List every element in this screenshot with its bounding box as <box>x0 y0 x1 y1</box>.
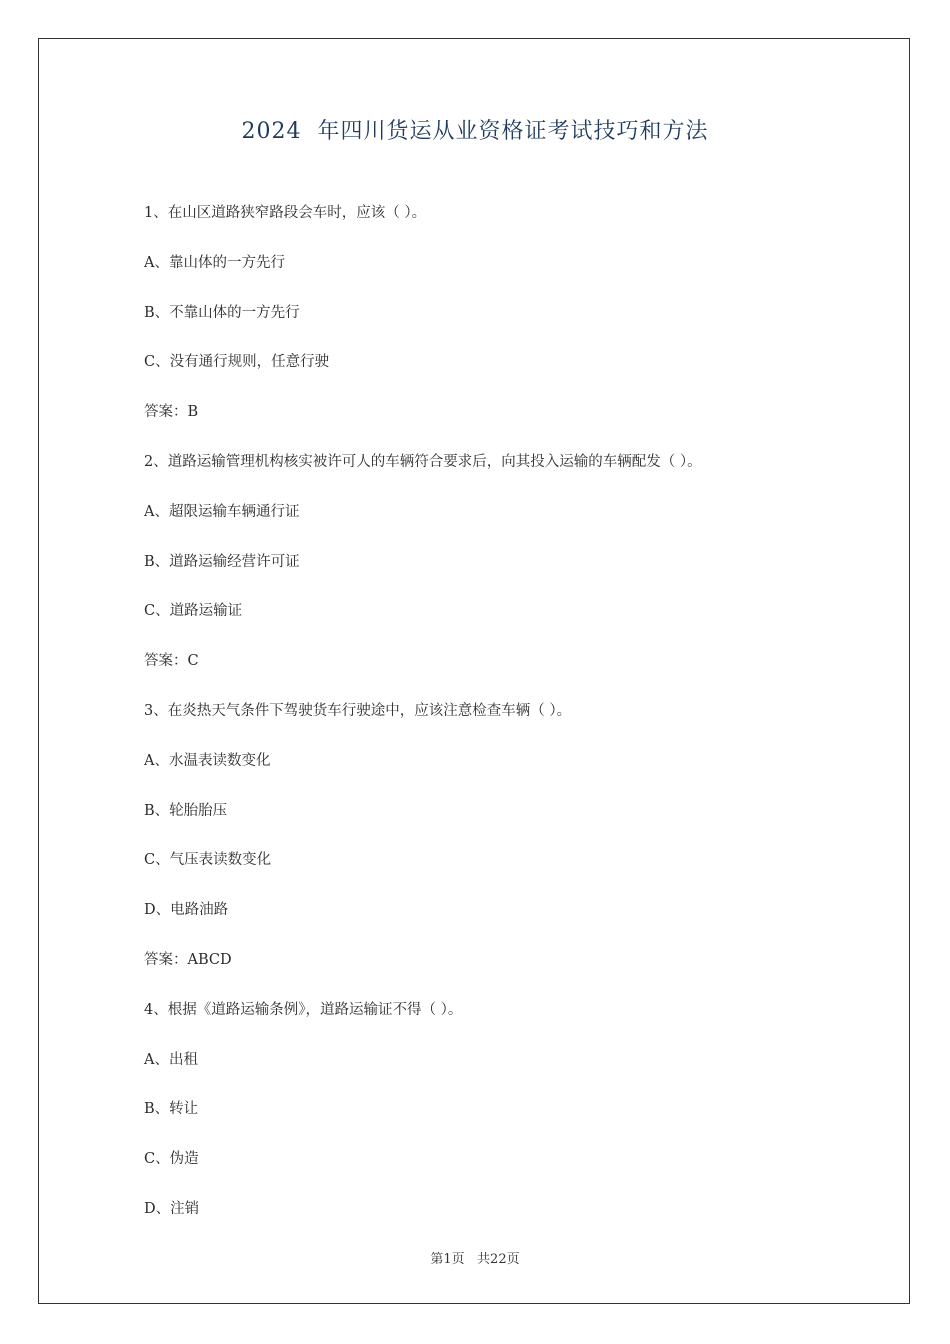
question-1-option-b: B、不靠山体的一方先行 <box>144 304 300 321</box>
question-2-option-a: A、超限运输车辆通行证 <box>144 503 300 520</box>
document-body <box>144 202 864 1248</box>
question-2-option-b: B、道路运输经营许可证 <box>144 553 300 570</box>
question-1-option-c: C、没有通行规则，任意行驶 <box>144 354 330 371</box>
question-3-option-d: D、电路油路 <box>144 902 229 919</box>
question-2-option-c: C、道路运输证 <box>144 603 243 620</box>
question-1-option-a: A、靠山体的一方先行 <box>144 254 285 271</box>
question-2: 2、道路运输管理机构核实被许可人的车辆符合要求后，向其投入运输的车辆配发（ ）。 <box>144 453 702 470</box>
question-3-option-a: A、水温表读数变化 <box>144 752 271 769</box>
document-title: 2024 年四川货运从业资格证考试技巧和方法 <box>241 119 709 144</box>
question-4: 4、根据《道路运输条例》，道路运输证不得（ ）。 <box>144 1001 463 1018</box>
question-1: 1、在山区道路狭窄路段会车时，应该（ ）。 <box>144 205 427 221</box>
question-4-option-b: B、转让 <box>144 1101 199 1118</box>
question-4-option-d: D、注销 <box>144 1200 200 1217</box>
question-1-answer: 答案：B <box>144 404 199 421</box>
question-3-option-b: B、轮胎胎压 <box>144 802 228 819</box>
page-footer: 第1页 共22页 <box>430 1252 520 1267</box>
question-4-option-a: A、出租 <box>144 1051 198 1068</box>
question-2-answer: 答案：C <box>144 653 199 670</box>
question-3: 3、在炎热天气条件下驾驶货车行驶途中，应该注意检查车辆（ ）。 <box>144 702 572 719</box>
question-4-option-c: C、伪造 <box>144 1151 199 1168</box>
question-3-option-c: C、气压表读数变化 <box>144 852 272 869</box>
question-3-answer: 答案：ABCD <box>144 951 232 968</box>
